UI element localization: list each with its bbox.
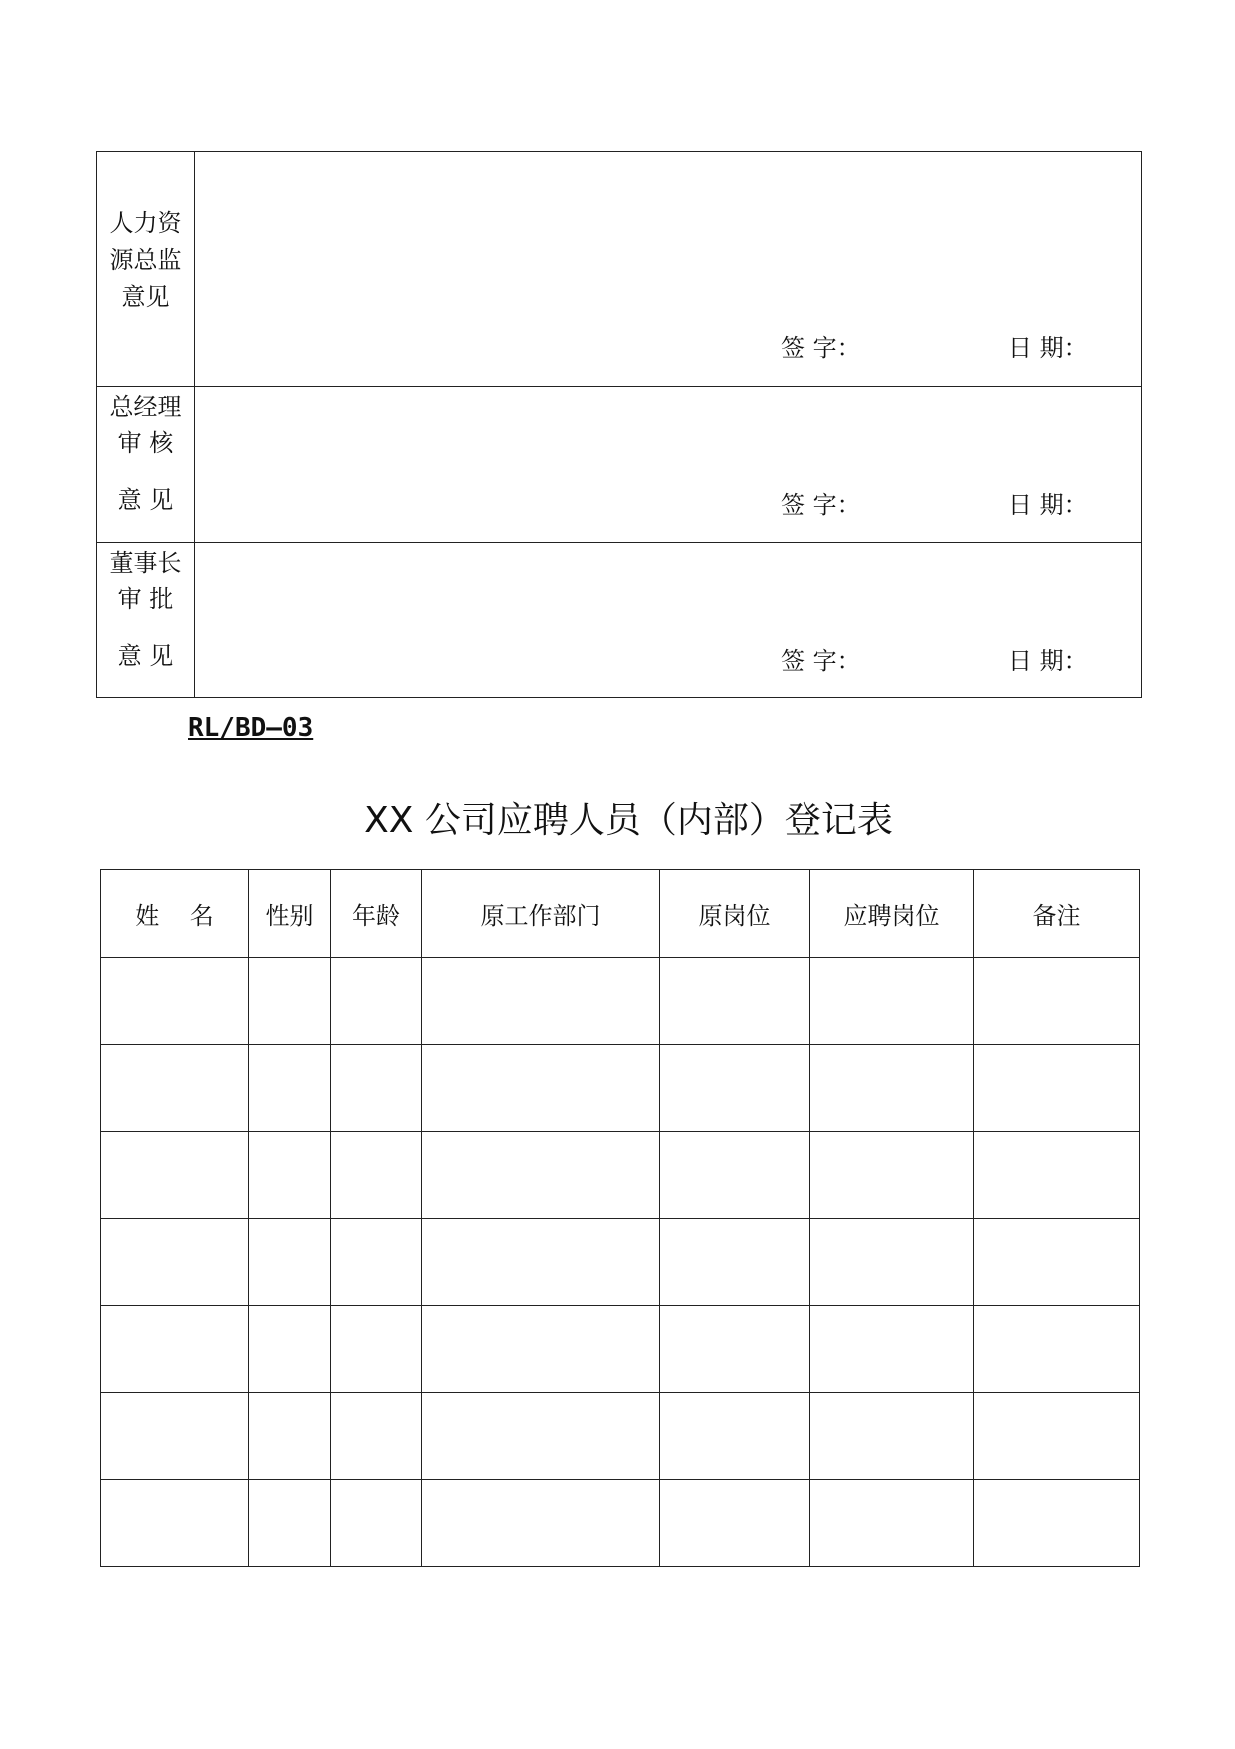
- name-cell[interactable]: [101, 958, 249, 1045]
- table-row: [101, 1132, 1140, 1219]
- approval-label-chairman: [97, 543, 195, 697]
- table-row: [101, 1306, 1140, 1393]
- remarks-cell[interactable]: [974, 1393, 1140, 1480]
- approval-label-line: 审 核: [117, 429, 174, 457]
- original-department-cell[interactable]: [422, 958, 660, 1045]
- approval-table: [96, 151, 1142, 698]
- remarks-cell[interactable]: [974, 958, 1140, 1045]
- applied-position-cell[interactable]: [810, 1219, 974, 1306]
- age-cell[interactable]: [331, 1306, 422, 1393]
- approval-label-line: 意 见: [117, 642, 174, 670]
- age-cell[interactable]: [331, 1393, 422, 1480]
- name-cell[interactable]: [101, 1045, 249, 1132]
- name-cell[interactable]: [101, 1132, 249, 1219]
- original-position-cell[interactable]: [660, 958, 810, 1045]
- original-position-cell[interactable]: [660, 1480, 810, 1567]
- sign-label: 签 字：: [781, 491, 861, 519]
- age-cell[interactable]: [331, 1219, 422, 1306]
- date-label: 日 期：: [1008, 334, 1088, 362]
- registration-table-body: [101, 958, 1140, 1567]
- approval-opinion-area-general-manager[interactable]: [195, 387, 1141, 542]
- name-cell[interactable]: [101, 1219, 249, 1306]
- approval-label-line: 董事长: [109, 549, 182, 577]
- original-department-cell[interactable]: [422, 1393, 660, 1480]
- sign-label: 签 字：: [781, 647, 861, 675]
- applied-position-cell[interactable]: [810, 1045, 974, 1132]
- approval-opinion-area-chairman[interactable]: [195, 543, 1141, 697]
- gender-cell[interactable]: [249, 1393, 331, 1480]
- column-header-applied-position: 应聘岗位: [810, 870, 974, 958]
- original-department-cell[interactable]: [422, 1045, 660, 1132]
- age-cell[interactable]: [331, 1480, 422, 1567]
- column-header-remarks: 备注: [974, 870, 1140, 958]
- remarks-cell[interactable]: [974, 1480, 1140, 1567]
- age-cell[interactable]: [331, 1132, 422, 1219]
- name-cell[interactable]: [101, 1306, 249, 1393]
- original-position-cell[interactable]: [660, 1132, 810, 1219]
- approval-label-general-manager: [97, 387, 195, 542]
- original-position-cell[interactable]: [660, 1045, 810, 1132]
- approval-label-line: 意 见: [117, 486, 174, 514]
- approval-label-hr-director: [97, 152, 195, 386]
- table-row: [101, 958, 1140, 1045]
- original-department-cell[interactable]: [422, 1306, 660, 1393]
- table-row: [101, 1219, 1140, 1306]
- approval-label-line: 意见: [121, 283, 170, 311]
- gender-cell[interactable]: [249, 1132, 331, 1219]
- applied-position-cell[interactable]: [810, 1306, 974, 1393]
- gender-cell[interactable]: [249, 1219, 331, 1306]
- original-position-cell[interactable]: [660, 1306, 810, 1393]
- remarks-cell[interactable]: [974, 1219, 1140, 1306]
- date-label: 日 期：: [1008, 647, 1088, 675]
- original-department-cell[interactable]: [422, 1219, 660, 1306]
- age-cell[interactable]: [331, 958, 422, 1045]
- original-position-cell[interactable]: [660, 1393, 810, 1480]
- name-cell[interactable]: [101, 1480, 249, 1567]
- sign-label: 签 字：: [781, 334, 861, 362]
- applied-position-cell[interactable]: [810, 1393, 974, 1480]
- approval-opinion-area-hr-director[interactable]: [195, 152, 1141, 386]
- applied-position-cell[interactable]: [810, 1132, 974, 1219]
- remarks-cell[interactable]: [974, 1045, 1140, 1132]
- page-title: XX 公司应聘人员（内部）登记表: [364, 800, 893, 841]
- date-label: 日 期：: [1008, 491, 1088, 519]
- approval-row-chairman: [97, 542, 1141, 697]
- gender-cell[interactable]: [249, 1306, 331, 1393]
- column-header-original-department: 原工作部门: [422, 870, 660, 958]
- approval-label-line: 人力资: [109, 209, 182, 237]
- column-header-gender: 性别: [249, 870, 331, 958]
- approval-label-line: 审 批: [117, 585, 174, 613]
- original-position-cell[interactable]: [660, 1219, 810, 1306]
- column-header-age: 年龄: [331, 870, 422, 958]
- applied-position-cell[interactable]: [810, 1480, 974, 1567]
- approval-row-hr-director: [97, 152, 1141, 386]
- age-cell[interactable]: [331, 1045, 422, 1132]
- gender-cell[interactable]: [249, 1480, 331, 1567]
- original-department-cell[interactable]: [422, 1132, 660, 1219]
- gender-cell[interactable]: [249, 1045, 331, 1132]
- column-header-original-position: 原岗位: [660, 870, 810, 958]
- remarks-cell[interactable]: [974, 1306, 1140, 1393]
- form-code: RL/BD—03: [188, 713, 314, 743]
- applied-position-cell[interactable]: [810, 958, 974, 1045]
- gender-cell[interactable]: [249, 958, 331, 1045]
- registration-table: [100, 869, 1140, 1567]
- table-row: [101, 1480, 1140, 1567]
- table-row: [101, 1393, 1140, 1480]
- table-header-row: [101, 870, 1140, 958]
- approval-label-line: 总经理: [109, 393, 182, 421]
- original-department-cell[interactable]: [422, 1480, 660, 1567]
- remarks-cell[interactable]: [974, 1132, 1140, 1219]
- table-row: [101, 1045, 1140, 1132]
- approval-label-line: 源总监: [109, 246, 182, 274]
- approval-row-general-manager: [97, 386, 1141, 542]
- column-header-name: 姓 名: [101, 870, 249, 958]
- name-cell[interactable]: [101, 1393, 249, 1480]
